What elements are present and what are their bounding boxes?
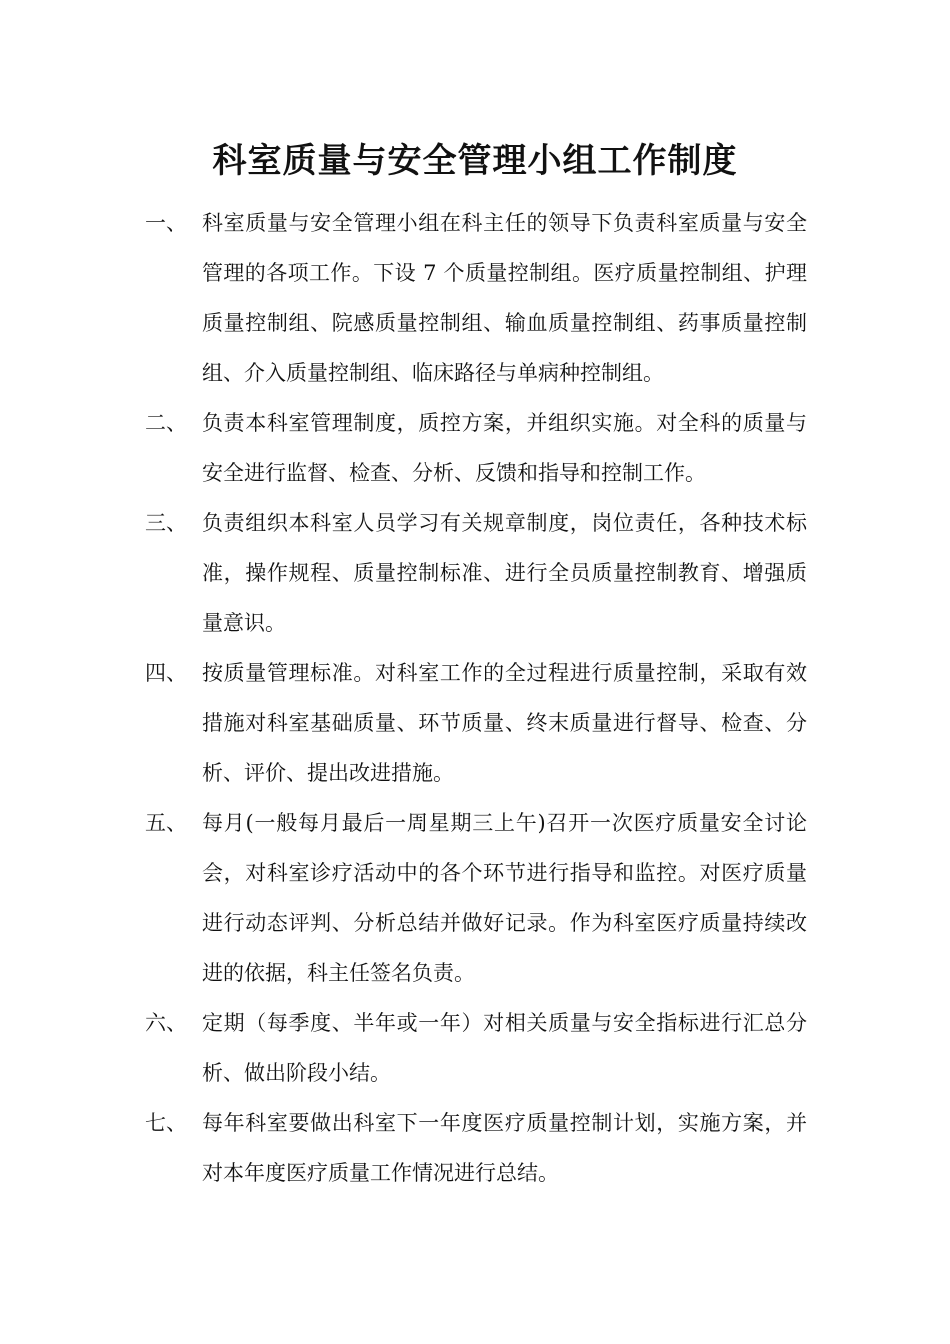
clause-number: 二、	[145, 411, 187, 435]
clause-number: 六、	[145, 1011, 187, 1035]
clause-number: 一、	[145, 211, 187, 235]
clause-list	[0, 198, 950, 1198]
clause-2	[0, 398, 950, 498]
clause-number: 四、	[145, 661, 187, 685]
clause-4	[0, 648, 950, 798]
clause-text: 科室质量与安全管理小组在科主任的领导下负责科室质量与安全管理的各项工作。下设 7 个质量控制组。医疗质量控制组、护理质量控制组、院感质量控制组、输血质量控制组、药事质量控制组、介入质量控制组、临床路径与单病种控制组。	[202, 211, 807, 385]
clause-text: 负责组织本科室人员学习有关规章制度，岗位责任，各种技术标准，操作规程、质量控制标准、进行全员质量控制教育、增强质量意识。	[202, 511, 807, 635]
clause-7	[0, 1098, 950, 1198]
clause-6	[0, 998, 950, 1098]
clause-number: 七、	[145, 1111, 187, 1135]
clause-text: 按质量管理标准。对科室工作的全过程进行质量控制，采取有效措施对科室基础质量、环节质量、终末质量进行督导、检查、分析、评价、提出改进措施。	[202, 661, 807, 785]
document-title: 科室质量与安全管理小组工作制度	[212, 141, 738, 181]
clause-number: 五、	[145, 811, 187, 835]
clause-text: 定期（每季度、半年或一年）对相关质量与安全指标进行汇总分析、做出阶段小结。	[202, 1011, 807, 1085]
clause-1	[0, 198, 950, 398]
clause-text: 每年科室要做出科室下一年度医疗质量控制计划，实施方案，并对本年度医疗质量工作情况进行总结。	[202, 1111, 807, 1185]
clause-number: 三、	[145, 511, 187, 535]
clause-5	[0, 798, 950, 998]
clause-3	[0, 498, 950, 648]
clause-text: 负责本科室管理制度，质控方案，并组织实施。对全科的质量与安全进行监督、检查、分析、反馈和指导和控制工作。	[202, 411, 807, 485]
clause-text: 每月(一般每月最后一周星期三上午)召开一次医疗质量安全讨论会，对科室诊疗活动中的各个环节进行指导和监控。对医疗质量进行动态评判、分析总结并做好记录。作为科室医疗质量持续改进的依据，科主任签名负责。	[202, 811, 807, 985]
